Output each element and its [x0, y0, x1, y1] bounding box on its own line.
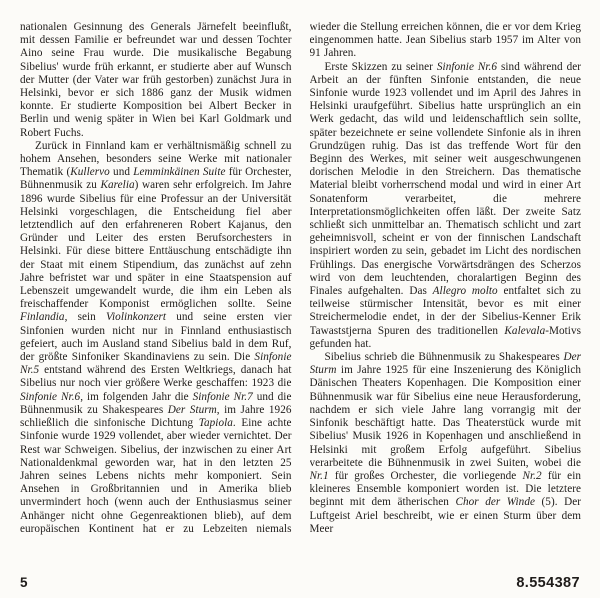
text-columns: [20, 21, 581, 563]
page-footer: [20, 575, 580, 591]
page-number: 5: [20, 575, 28, 590]
text-column-left: [20, 21, 292, 563]
catalog-number: 8.554387: [516, 575, 580, 591]
paragraph: Sibelius schrieb die Bühnenmusik zu Shakespeares Der Sturm im Jahre 1925 für eine Inszenierung des Königlich Dänischen Theaters Kopenhagen. Die Komposition einer Bühnenmusik war für Sibelius eine neue Herausforderung, nachdem er sich viele Jahre lang vorrangig mit der Sinfonik beschäftigt hatte. Das Theaterstück wurde mit Sibelius' Musik 1926 in Kopenhagen und anschließend in Helsinki mit großem Erfolg aufgeführt. Sibelius verarbeitete die Bühnenmusik in zwei Suiten, wobei die Nr.1 für großes Orchester, die vorliegende Nr.2 für ein kleineres Ensemble komponiert worden ist. Die letztere beginnt mit dem ätherischen Chor der Winde (5). Der Luftgeist Ariel beschreibt, wie er einen Sturm über dem Meer: [309, 351, 581, 535]
paragraph: wieder die Stellung erreichen können, die er vor dem Krieg eingenommen hatte. Jean Sibelius starb 1957 im Alter von 91 Jahren.: [309, 21, 581, 60]
paragraph: nationalen Gesinnung des Generals Järnefelt beeinflußt, mit dessen Familie er befreundet war und dessen Tochter Aino seine Frau wurde. Die musikalische Begabung Sibelius' wurde früh erkannt, er studierte aber auf Wunsch der Mutter (der Vater war früh gestorben) zunächst Jura in Helsinki, bevor er sich 1886 ganz der Musik widmen konnte. Er studierte Komposition bei Albert Becker in Berlin und wenig später in Wien bei Karl Goldmark und Robert Fuchs.: [20, 21, 292, 139]
text-column-right: [310, 21, 582, 563]
paragraph: Zurück in Finnland kam er verhältnismäßig schnell zu hohem Ansehen, besonders seine Werke mit nationaler Thematik (Kullervo und Lemminkäinen Suite für Orchester, Bühnenmusik zu Karelia) waren sehr erfolgreich. Im Jahre 1896 wurde Sibelius für eine Professur an der Universität Helsinki vorgeschlagen, die Entscheidung fiel aber letztendlich auf den erfahreneren Robert Kajanus, den Gründer und Leiter des ersten Berufsorchesters in Helsinki. Für diese bittere Enttäuschung entschädigte ihn der Staat mit einem Stipendium, das zunächst auf zehn Jahre befristet war und später in eine Staatspension auf Lebenszeit umgewandelt wurde, die ihm ein Leben als freischaffender Komponist ermöglichen sollte. Seine Finlandia, sein Violinkonzert und seine ersten vier Sinfonien wurden nicht nur in Finnland enthusiastisch gefeiert, auch im Ausland stand Sibelius bald in dem Ruf, der größte Sinfoniker Skandinaviens zu sein. Die Sinfonie Nr.5 entstand während des Ersten Weltkriegs, danach hat Sibelius nur noch vier größere Werke geschaffen: 1923 die Sinfonie Nr.6, im folgenden Jahr die Sinfonie Nr.7 und die Bühnenmusik zu Shakespeares Der Sturm, im Jahre 1926 schließlich die sinfonische Dichtung Tapiola. Eine achte Sinfonie wurde 1929 vollendet, aber wieder vernichtet. Der Rest war Schweigen. Sibelius, der inzwischen zu einer Art Nationaldenkmal geworden war, hat in den letzten 25 Jahren seines Lebens nichts mehr komponiert. Sein Ansehen in Großbritannien und in Amerika blieb unvermindert hoch (wenn auch der Enthusiasmus seiner Anhänger nicht ohne Gegenreaktionen blieb), auf dem europäischen Kontinent hat er zu Lebzeiten niemals: [20, 139, 292, 535]
paragraph: Erste Skizzen zu seiner Sinfonie Nr.6 sind während der Arbeit an der fünften Sinfonie entstanden, die neue Sinfonie wurde 1923 vollendet und im April des Jahres in Helsinki uraufgeführt. Sibelius hatte ursprünglich an ein Werk gedacht, das wild und leidenschaftlich sein sollte, später bezeichnete er seine vollendete Sinfonie als in ihren Grundzügen ruhig. Das ist das treffende Wort für den Beginn des Werkes, mit seiner weit ausgeschwungenen dorischen Melodie in den Streichern. Das thematische Material bleibt vorherrschend modal und wird in einer Art Sonatenform verarbeitet, die mehrere Interpretationsmöglichkeiten offen läßt. Der zweite Satz schließt sich unmittelbar an. Thematisch schlicht und zart geheimnisvoll, scheint er von der finnischen Landschaft inspiriert worden zu sein, gebadet im Licht des nordischen Frühlings. Das energische Vorwärtsdrängen des Scherzos wird von dem leuchtenden, choralartigen Beginn des Finales aufgehalten. Das Allegro molto entfaltet sich zu teilweise stürmischer Intensität, bevor es mit einer Streichermelodie endet, in der der Sibelius-Kenner Erik Tawaststjerna Spuren des traditionellen Kalevala-Motivs gefunden hat.: [309, 60, 581, 350]
